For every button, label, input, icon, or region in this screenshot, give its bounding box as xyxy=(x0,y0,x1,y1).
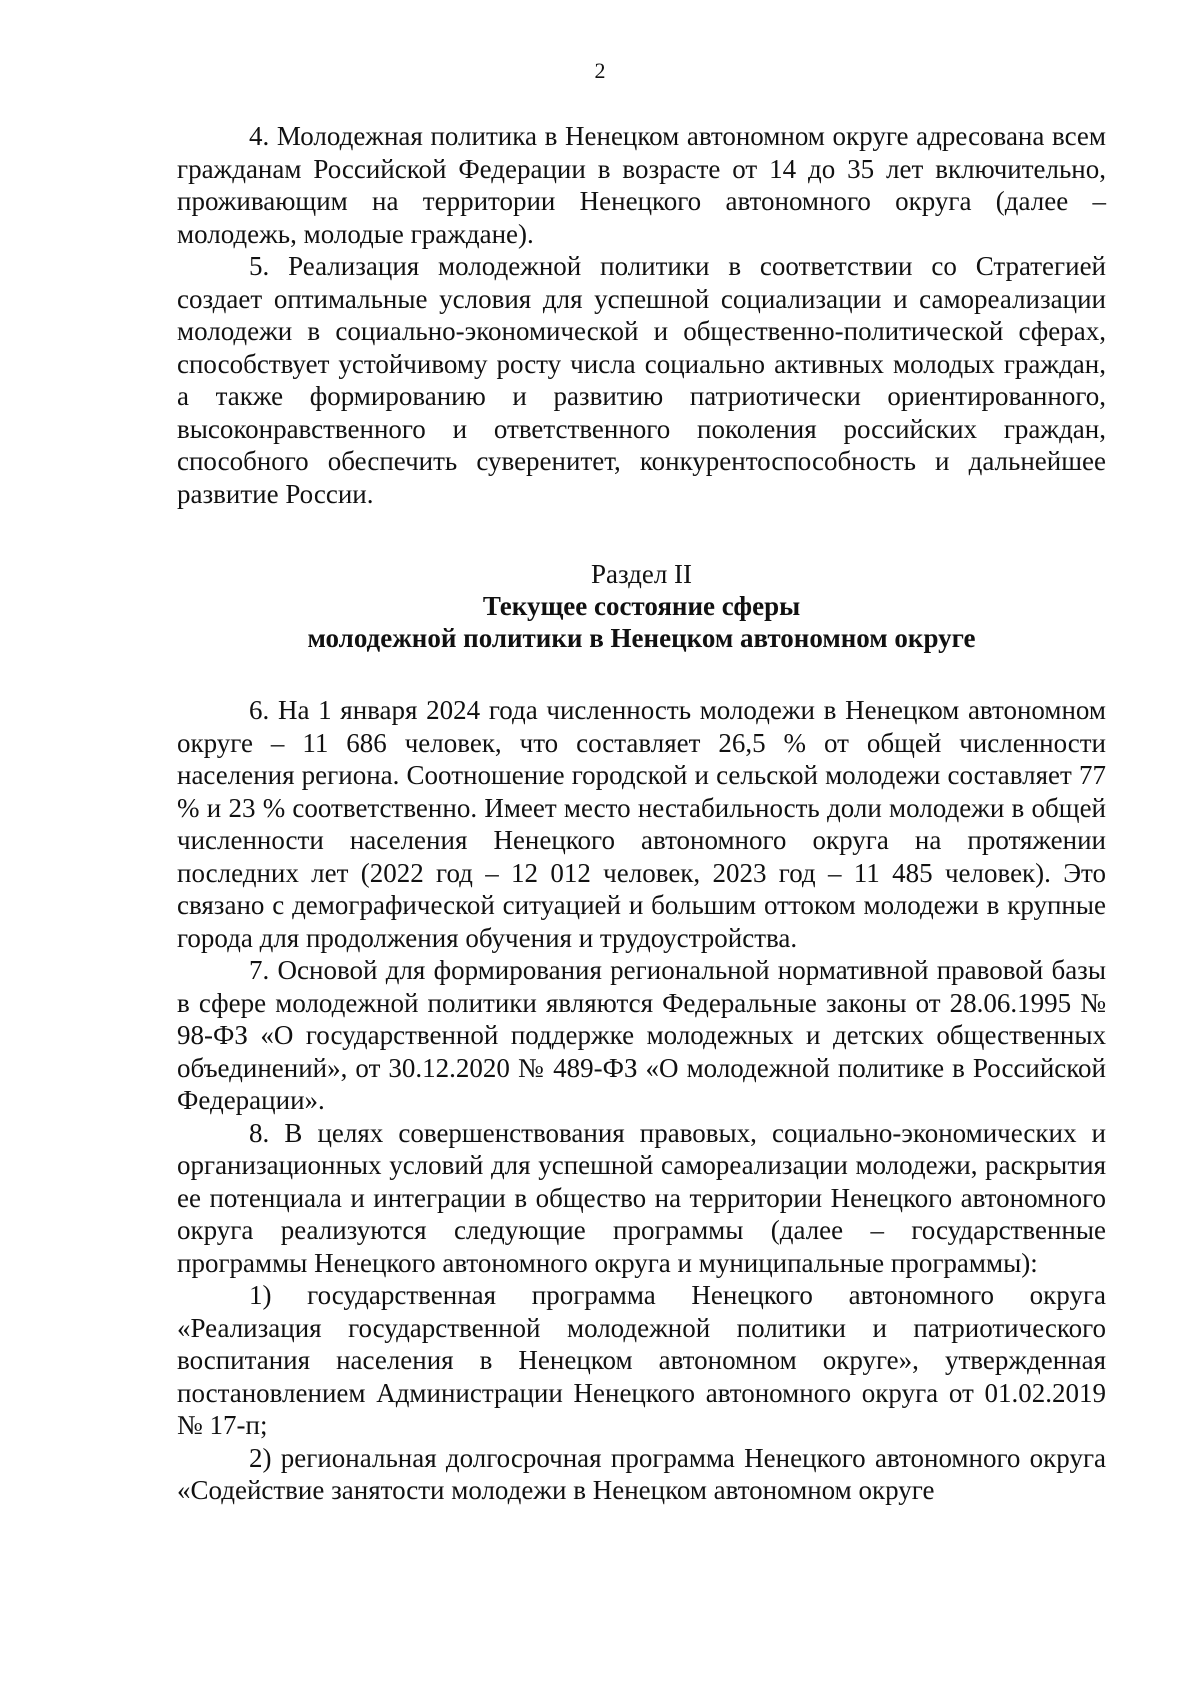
paragraph-6: 6. На 1 января 2024 года численность молодежи в Ненецком автономном округе – 11 686 человек, что составляет 26,5 % от общей численности населения региона. Соотношение городской и сельской молодежи составляет 77 % и 23 % соответственно. Имеет место нестабильность доли молодежи в общей численности населения Ненецкого автономного округа на протяжении последних лет (2022 год – 12 012 человек, 2023 год – 11 485 человек). Это связано с демографической ситуацией и большим оттоком молодежи в крупные города для продолжения обучения и трудоустройства. xyxy=(177,695,1106,953)
document-body xyxy=(177,120,1106,1507)
section-heading xyxy=(177,558,1106,654)
page-number: 2 xyxy=(594,58,606,83)
list-item-2: 2) региональная долгосрочная программа Ненецкого автономного округа «Содействие занятости молодежи в Ненецком автономном округе xyxy=(177,1442,1106,1505)
list-item-1: 1) государственная программа Ненецкого автономного округа «Реализация государственной молодежной политики и патриотического воспитания населения в Ненецком автономном округе», утвержденная постановлением Администрации Ненецкого автономного округа от 01.02.2019 № 17-п; xyxy=(177,1280,1106,1440)
section-title-line-2: молодежной политики в Ненецком автономном округе xyxy=(307,623,976,653)
section-label: Раздел II xyxy=(590,559,693,589)
paragraph-4: 4. Молодежная политика в Ненецком автономном округе адресована всем гражданам Российской Федерации в возрасте от 14 до 35 лет включительно, проживающим на территории Ненецкого автономного округа (далее – молодежь, молодые граждане). xyxy=(177,121,1106,249)
paragraph-8: 8. В целях совершенствования правовых, социально-экономических и организационных условий для успешной самореализации молодежи, раскрытия ее потенциала и интеграции в общество на территории Ненецкого автономного округа реализуются следующие программы (далее – государственные программы Ненецкого автономного округа и муниципальные программы): xyxy=(177,1117,1106,1278)
section-title-line-1: Текущее состояние сферы xyxy=(482,591,801,621)
paragraph-7: 7. Основой для формирования региональной нормативной правовой базы в сфере молодежной политики являются Федеральные законы от 28.06.1995 № 98-ФЗ «О государственной поддержке молодежных и детских общественных объединений», от 30.12.2020 № 489-ФЗ «О молодежной политике в Российской Федерации». xyxy=(177,955,1106,1115)
paragraph-5: 5. Реализация молодежной политики в соответствии со Стратегией создает оптимальные условия для успешной социализации и самореализации молодежи в социально-экономической и общественно-политической сферах, способствует устойчивому росту числа социально активных молодых граждан, а также формированию и развитию патриотически ориентированного, высоконравственного и ответственного поколения российских граждан, способного обеспечить суверенитет, конкурентоспособность и дальнейшее развитие России. xyxy=(177,251,1106,509)
